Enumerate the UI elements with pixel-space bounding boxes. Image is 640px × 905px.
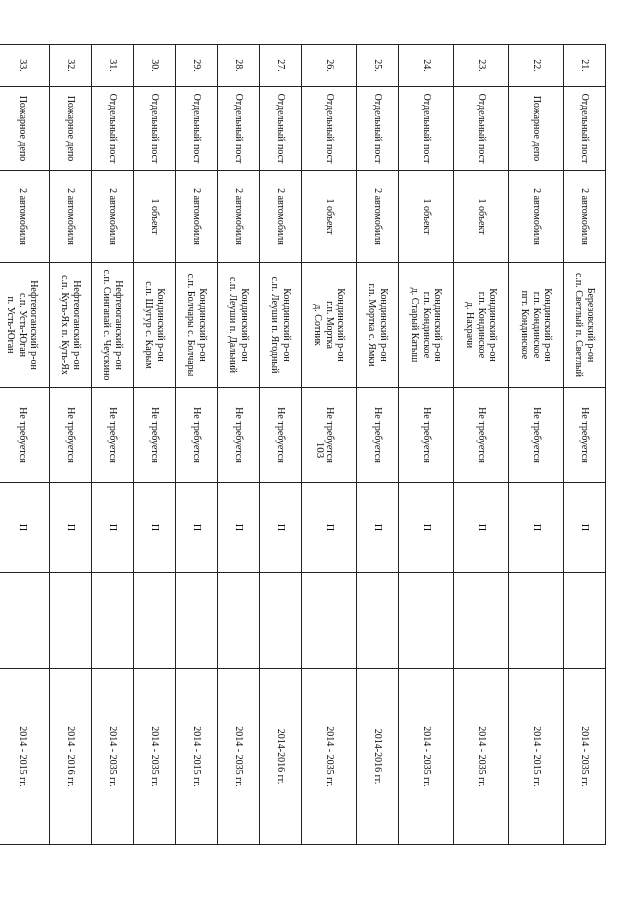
row-number-cell: 30. xyxy=(134,45,176,87)
row-number-cell: 23. xyxy=(454,45,509,87)
station-type-cell: Отдельный пост xyxy=(564,87,606,171)
location-cell xyxy=(176,263,218,388)
capacity-cell: 2 автомобиля xyxy=(357,171,399,263)
requirement-cell: Не требуется xyxy=(509,388,564,483)
requirement-cell: Не требуется xyxy=(260,388,302,483)
row-number-cell: 22. xyxy=(509,45,564,87)
station-type-cell: Отдельный пост xyxy=(357,87,399,171)
period-cell: 2014 - 2035 гг. xyxy=(302,669,357,845)
location-line: Кондинский р-он xyxy=(377,288,389,362)
requirement-cell: Не требуется xyxy=(92,388,134,483)
location-line: с.п. Светлый п. Светлый xyxy=(573,272,585,378)
station-type-cell: Отдельный пост xyxy=(302,87,357,171)
category-cell: П xyxy=(218,483,260,573)
location-line: г.п. Кондинское xyxy=(530,291,542,359)
location-line: Нефтеюганский р-он xyxy=(112,280,124,370)
empty-cell-cell xyxy=(218,573,260,669)
location-line: с.п. Леуши п. Ягодный xyxy=(269,276,281,374)
category-cell: П xyxy=(92,483,134,573)
empty-cell-cell xyxy=(357,573,399,669)
period-cell: 2014 - 2015 гг. xyxy=(509,669,564,845)
table-row xyxy=(454,45,509,845)
empty-cell-cell xyxy=(50,573,92,669)
empty-cell-cell xyxy=(509,573,564,669)
capacity-cell: 2 автомобиля xyxy=(509,171,564,263)
empty-cell-cell xyxy=(134,573,176,669)
table-row xyxy=(260,45,302,845)
row-number-cell: 25. xyxy=(357,45,399,87)
row-number-cell: 26. xyxy=(302,45,357,87)
location-cell xyxy=(302,263,357,388)
station-type-cell: Отдельный пост xyxy=(454,87,509,171)
requirement-cell: Не требуется xyxy=(399,388,454,483)
requirement-cell: Не требуется xyxy=(50,388,92,483)
table-body xyxy=(0,45,606,845)
table-row xyxy=(302,45,357,845)
location-line: г.п. Кондинское xyxy=(420,291,432,359)
row-number-cell: 28. xyxy=(218,45,260,87)
location-line: пгт. Кондинское xyxy=(519,290,531,360)
location-cell xyxy=(260,263,302,388)
capacity-cell: 1 объект xyxy=(454,171,509,263)
location-line: Кондинский р-он xyxy=(431,288,443,362)
location-cell xyxy=(50,263,92,388)
location-cell xyxy=(564,263,606,388)
period-cell: 2014 - 2016 гг. xyxy=(50,669,92,845)
capacity-cell: 2 автомобиля xyxy=(50,171,92,263)
table-row xyxy=(50,45,92,845)
location-line: с.п. Куть-Ях п. Куть-Ях xyxy=(59,275,71,375)
location-line: Кондинский р-он xyxy=(196,288,208,362)
period-cell: 2014 - 2035 гг. xyxy=(399,669,454,845)
period-cell: 2014-2016 гг. xyxy=(260,669,302,845)
table-row xyxy=(218,45,260,845)
location-line: Нефтеюганский р-он xyxy=(70,280,82,370)
capacity-cell: 1 объект xyxy=(399,171,454,263)
location-line: д. Старый Катыш xyxy=(409,287,421,363)
location-line: с.п. Сингапай с. Чеускино xyxy=(101,269,113,381)
category-cell: П xyxy=(357,483,399,573)
station-type-cell: Отдельный пост xyxy=(92,87,134,171)
row-number-cell: 32. xyxy=(50,45,92,87)
empty-cell-cell xyxy=(92,573,134,669)
row-number-cell: 29. xyxy=(176,45,218,87)
category-cell: П xyxy=(509,483,564,573)
capacity-cell: 2 автомобиля xyxy=(0,171,50,263)
category-cell: П xyxy=(50,483,92,573)
requirement-cell: Не требуется xyxy=(176,388,218,483)
table-row xyxy=(176,45,218,845)
category-cell: П xyxy=(399,483,454,573)
period-cell: 2014 - 2035 гг. xyxy=(218,669,260,845)
category-cell: П xyxy=(0,483,50,573)
table-row xyxy=(357,45,399,845)
location-line: д. Сотник xyxy=(312,304,324,346)
capacity-cell: 2 автомобиля xyxy=(260,171,302,263)
row-number-cell: 33. xyxy=(0,45,50,87)
requirement-cell: Не требуется xyxy=(357,388,399,483)
capacity-cell: 2 автомобиля xyxy=(176,171,218,263)
location-line: Березовский р-он xyxy=(584,287,596,363)
capacity-cell: 1 объект xyxy=(134,171,176,263)
requirement-cell: Не требуется xyxy=(134,388,176,483)
period-cell: 2014 - 2015 гг. xyxy=(0,669,50,845)
table-row xyxy=(134,45,176,845)
location-line: Кондинский р-он xyxy=(238,288,250,362)
location-line: г.п. Кондинское xyxy=(475,291,487,359)
location-line: с.п. Леуши п. Дальний xyxy=(227,276,239,374)
period-cell: 2014 - 2035 гг. xyxy=(134,669,176,845)
fire-stations-table xyxy=(0,44,606,845)
table-row xyxy=(564,45,606,845)
rotated-table-container xyxy=(5,44,606,844)
table-row xyxy=(399,45,454,845)
category-cell: П xyxy=(564,483,606,573)
station-type-cell: Пожарное депо xyxy=(0,87,50,171)
empty-cell-cell xyxy=(399,573,454,669)
location-line: Кондинский р-он xyxy=(280,288,292,362)
category-cell: П xyxy=(134,483,176,573)
capacity-cell: 2 автомобиля xyxy=(92,171,134,263)
location-line: с.п. Шугур с. Карым xyxy=(143,281,155,369)
station-type-cell: Отдельный пост xyxy=(134,87,176,171)
location-cell xyxy=(357,263,399,388)
period-cell: 2014 - 2035 гг. xyxy=(564,669,606,845)
row-number-cell: 31. xyxy=(92,45,134,87)
requirement-cell: Не требуется xyxy=(454,388,509,483)
station-type-cell: Пожарное депо xyxy=(509,87,564,171)
location-line: Кондинский р-он xyxy=(486,288,498,362)
period-cell: 2014-2016 гг. xyxy=(357,669,399,845)
location-cell xyxy=(399,263,454,388)
empty-cell-cell xyxy=(0,573,50,669)
location-line: д. Нахрачи xyxy=(464,301,476,349)
category-cell: П xyxy=(302,483,357,573)
empty-cell-cell xyxy=(302,573,357,669)
category-cell: П xyxy=(176,483,218,573)
station-type-cell: Отдельный пост xyxy=(399,87,454,171)
location-cell xyxy=(92,263,134,388)
period-cell: 2014 - 2035 гг. xyxy=(454,669,509,845)
row-number-cell: 24. xyxy=(399,45,454,87)
location-line: г.п. Мортка xyxy=(323,301,335,349)
row-number-cell: 21. xyxy=(564,45,606,87)
location-cell xyxy=(454,263,509,388)
location-line: Кондинский р-он xyxy=(154,288,166,362)
category-cell: П xyxy=(260,483,302,573)
empty-cell-cell xyxy=(564,573,606,669)
location-line: Кондинский р-он xyxy=(334,288,346,362)
requirement-cell: Не требуется xyxy=(218,388,260,483)
table-row xyxy=(92,45,134,845)
station-type-cell: Пожарное депо xyxy=(50,87,92,171)
empty-cell-cell xyxy=(176,573,218,669)
location-line: с.п. Усть-Юган xyxy=(16,292,28,358)
empty-cell-cell xyxy=(454,573,509,669)
location-line: п. Усть-Юган xyxy=(5,296,17,354)
location-line: г.п. Мортка с. Ямки xyxy=(366,283,378,367)
capacity-cell: 1 объект xyxy=(302,171,357,263)
location-line: Нефтеюганский р-он xyxy=(27,280,39,370)
station-type-cell: Отдельный пост xyxy=(176,87,218,171)
location-line: Кондинский р-он xyxy=(541,288,553,362)
table-row xyxy=(509,45,564,845)
period-cell: 2014 - 2015 гг. xyxy=(176,669,218,845)
page-number: 103 xyxy=(314,441,326,459)
location-cell xyxy=(0,263,50,388)
requirement-cell: Не требуется xyxy=(0,388,50,483)
category-cell: П xyxy=(454,483,509,573)
table-row xyxy=(0,45,50,845)
location-cell xyxy=(218,263,260,388)
capacity-cell: 2 автомобиля xyxy=(218,171,260,263)
empty-cell-cell xyxy=(260,573,302,669)
station-type-cell: Отдельный пост xyxy=(218,87,260,171)
period-cell: 2014 - 2035 гг. xyxy=(92,669,134,845)
location-cell xyxy=(509,263,564,388)
capacity-cell: 2 автомобиля xyxy=(564,171,606,263)
requirement-cell: Не требуется xyxy=(564,388,606,483)
requirement-cell: Не требуется xyxy=(302,388,357,483)
row-number-cell: 27. xyxy=(260,45,302,87)
location-cell xyxy=(134,263,176,388)
location-line: с.п. Болчары с. Болчары xyxy=(185,273,197,377)
station-type-cell: Отдельный пост xyxy=(260,87,302,171)
